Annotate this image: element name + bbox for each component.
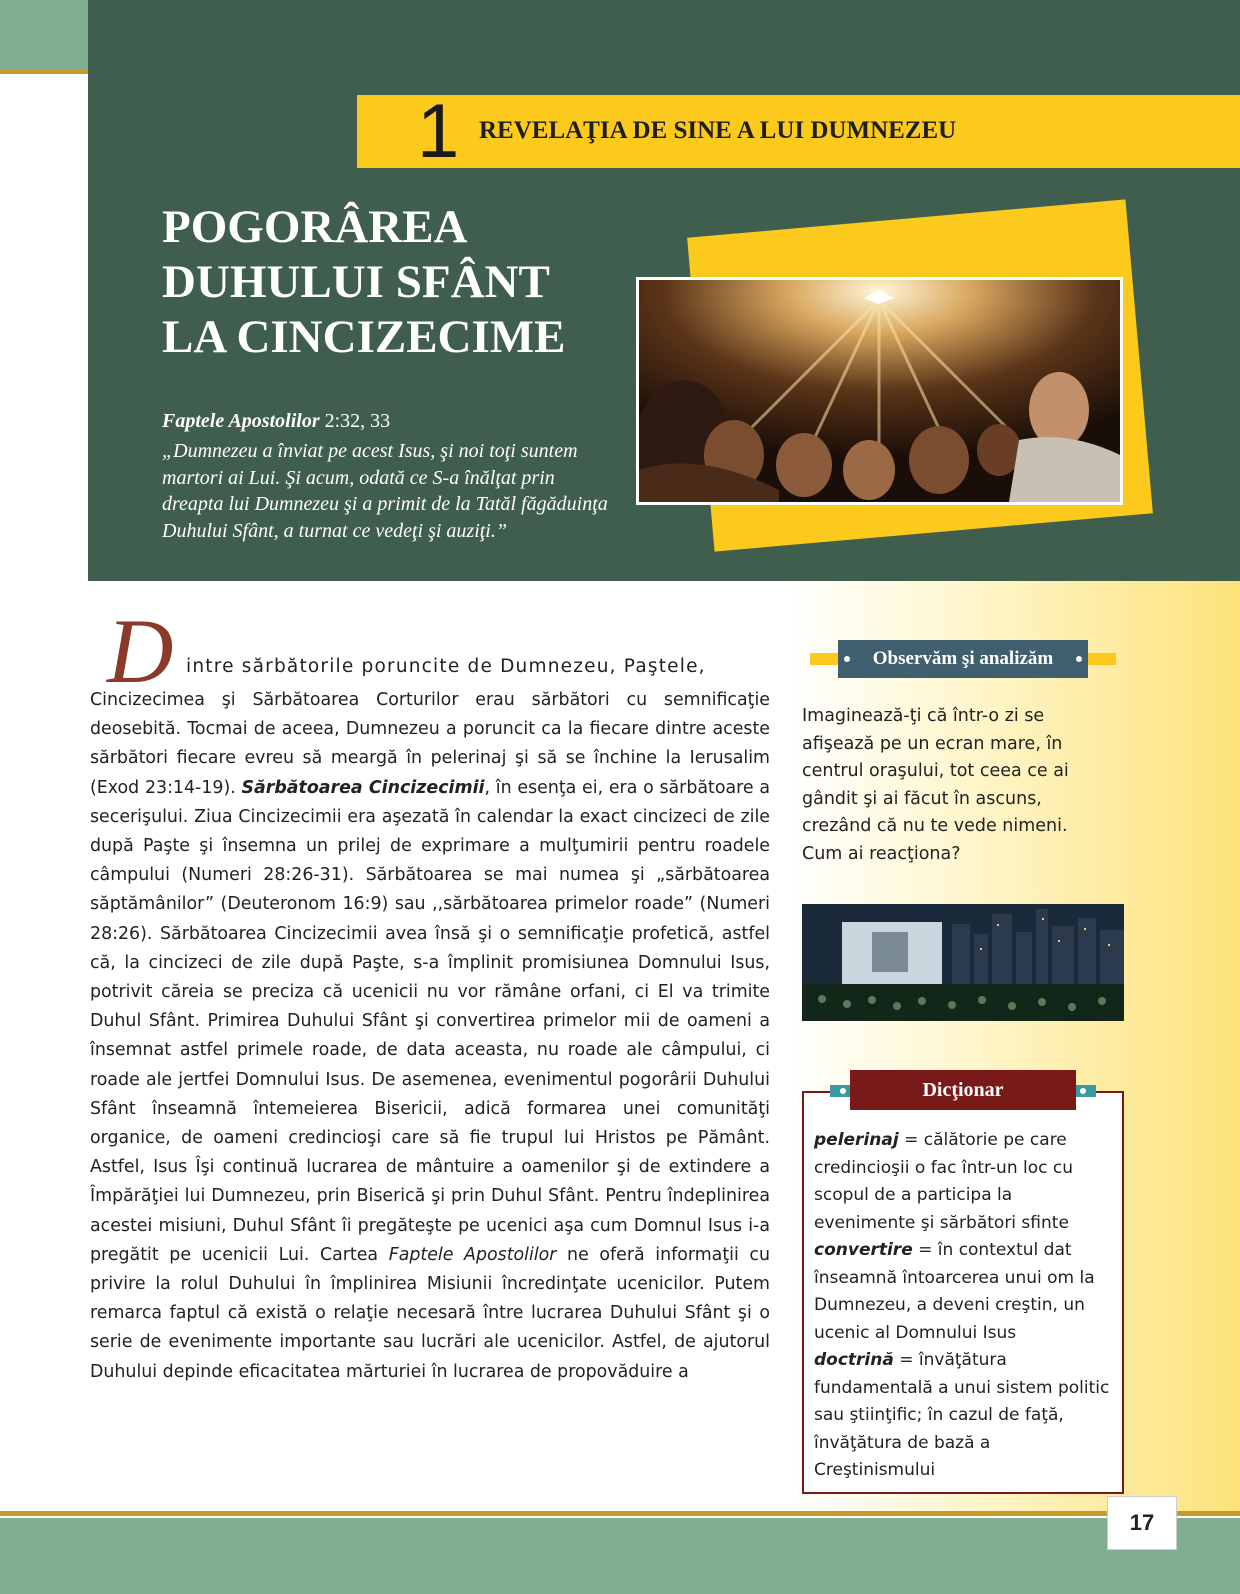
main-text-segment: , în esenţa ei, era o sărbătoare a secerişului. Ziua Cincizecimii era aşezată în calendar la exact cincizeci de zile după Paşte şi însemna un prilej de exprimare a mulţumirii pentru roadele câmpului (Numeri 28:26-31). Sărbătoarea se mai numea şi „sărbătoarea săptămânilor” (Deuteronom 16:9) sau ,,sărbătoarea primelor roade” (Numeri 28:26). Sărbătoarea Cincizecimii avea însă şi o semnificaţie profetică, astfel că, la cincizeci de zile după Paşte, s-a împlinit promisiunea Domnului Isus, potrivit căreia se preciza că ucenicii nu vor rămâne orfani, ci El va trimite Duhul Sfânt. Primirea Duhului Sfânt şi convertirea primelor mii de oameni a însemnat astfel primele roade, de data aceasta, nu roade ale câmpului, ci roade ale jertfei Domnului Isus. De asemenea, evenimentul pogorârii Duhului Sfânt înseamnă întemeierea Bisericii, adică formarea unei comunităţi organice, de oameni credincioşi care să fie trupul lui Hristos pe Pământ. Astfel, Isus Îşi continuă lucrarea de mântuire a oamenilor şi de extindere a Împărăţiei lui Dumnezeu, prin Biserică şi prin Duhul Sfânt. Pentru îndeplinirea acestei misiuni, Duhul Sfânt îi pregăteşte pe ucenici aşa cum Domnul Isus i-a pregătit pe ucenicii Lui. Cartea xyxy=(90,777,771,1265)
lesson-title-line: DUHULUI SFÂNT xyxy=(162,256,550,308)
observe-heading-label: Observăm şi analizăm xyxy=(838,640,1088,678)
bullet-dot-icon xyxy=(1080,1088,1086,1094)
dictionary-heading-label: Dicţionar xyxy=(850,1070,1076,1110)
dictionary-entry xyxy=(814,1127,1114,1237)
lesson-title xyxy=(162,200,682,365)
main-text xyxy=(90,686,770,1387)
outdoor-cinema-art xyxy=(802,904,1124,1021)
dictionary-entry xyxy=(814,1237,1114,1347)
outdoor-cinema-photo xyxy=(802,904,1124,1021)
dictionary-entry xyxy=(814,1347,1114,1485)
dictionary-definition: = învăţătura fundamentală a unui sistem politic sau ştiinţific; în cazul de faţă, învăţătura de bază a Creştinismului xyxy=(814,1350,1110,1480)
main-text-first-line: intre sărbătorile poruncite de Dumnezeu, Paştele, xyxy=(186,656,706,677)
observe-text: Imaginează-ţi că într-o zi se afişează pe un ecran mare, în centrul oraşului, tot ceea ce ai gândit şi ai făcut în ascuns, crezând că nu te vede nimeni. Cum ai reacţiona? xyxy=(802,706,1069,864)
dictionary-definition: = în contextul dat înseamnă întoarcerea unui om la Dumnezeu, a deveni creştin, un ucenic al Domnului Isus xyxy=(814,1240,1095,1343)
corner-tab-line xyxy=(0,70,88,74)
verse-reference xyxy=(162,410,390,433)
main-text-segment: ne oferă informaţii cu privire la rolul Duhului în împlinirea Misiunii încredinţate ucenicilor. Putem remarca faptul că există o relaţie necesară între lucrarea Duhului Sfânt şi o serie de evenimente importante sau lucrări ale ucenicilor. Astfel, de ajutorul Duhului depinde eficacitatea mărturiei în lucrarea de propovăduire a xyxy=(90,1244,770,1382)
observe-heading xyxy=(810,640,1116,678)
verse-quote: „Dumnezeu a înviat pe acest Isus, şi noi toţi suntem martori ai Lui. Şi acum, odată ce S-a înălţat prin dreapta lui Dumnezeu şi a primit de la Tatăl făgăduinţa Duhului Sfânt, a turnat ce vedeţi şi auziţi.” xyxy=(162,440,608,542)
lesson-title-line: LA CINCIZECIME xyxy=(162,311,566,363)
bullet-dot-icon xyxy=(1076,656,1082,662)
main-text-bold-term: Sărbătoarea Cincizecimii xyxy=(241,777,485,798)
bullet-dot-icon xyxy=(840,1088,846,1094)
dictionary-term: convertire xyxy=(814,1240,913,1260)
dictionary-term: pelerinaj xyxy=(814,1130,899,1150)
pentecost-painting xyxy=(636,277,1123,505)
corner-tab xyxy=(0,0,88,70)
main-text-segment: Cincizecimea şi Sărbătoarea Corturilor erau sărbători cu semnificaţie deosebită. Tocmai de aceea, Dumnezeu a poruncit ca la fiecare dintre aceste sărbători fiecare evreu să meargă în pelerinaj şi să se închine la Ierusalim (Exod 23:14-19). xyxy=(90,690,770,798)
chapter-banner xyxy=(357,89,1240,174)
main-text-book-title: Faptele Apostolilor xyxy=(388,1244,557,1265)
chapter-title: REVELAŢIA DE SINE A LUI DUMNEZEU xyxy=(479,117,957,144)
bullet-dot-icon xyxy=(844,656,850,662)
main-paragraph xyxy=(90,686,770,1387)
dictionary-term: doctrină xyxy=(814,1350,894,1370)
page-number: 17 xyxy=(1108,1497,1176,1549)
footer-band xyxy=(0,1518,1240,1594)
drop-cap: D xyxy=(107,600,174,702)
dictionary-definition: = călătorie pe care credincioşii o fac într-un loc cu scopul de a participa la evenimente şi sărbători sfinte xyxy=(814,1130,1073,1233)
verse-chapter-verse: 2:32, 33 xyxy=(324,410,391,432)
lesson-title-line: POGORÂREA xyxy=(162,201,468,253)
dictionary-heading xyxy=(830,1070,1096,1110)
pentecost-painting-art xyxy=(639,280,1120,502)
footer-line xyxy=(0,1511,1240,1516)
verse-book: Faptele Apostolilor xyxy=(162,410,320,432)
dictionary-entries xyxy=(814,1127,1114,1485)
chapter-number: 1 xyxy=(417,89,460,174)
